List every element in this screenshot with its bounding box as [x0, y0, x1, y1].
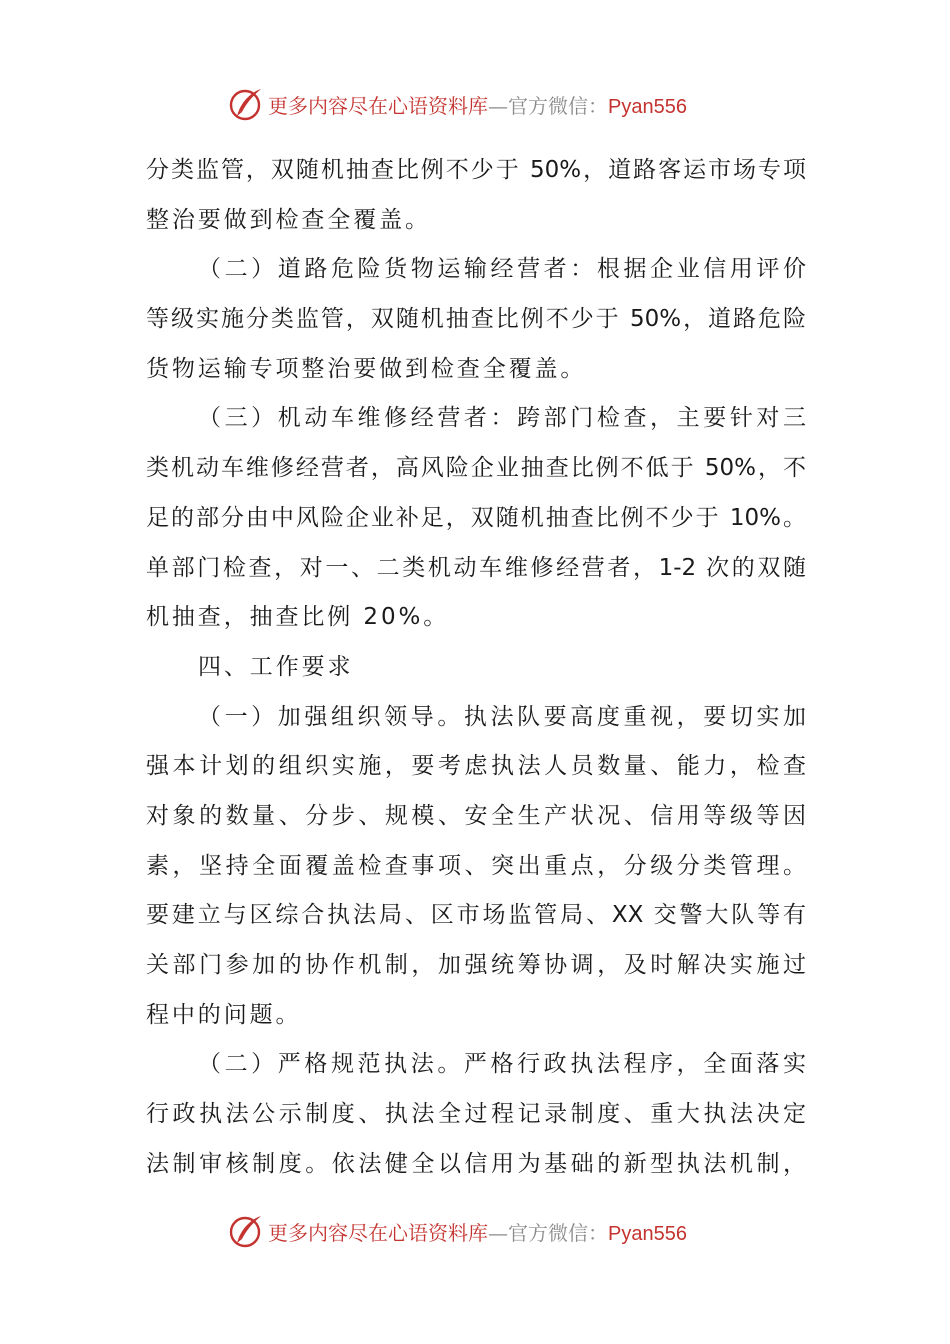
text-line: （二）严格规范执法。严格行政执法程序，全面落实 [198, 1051, 806, 1078]
text-line: 货物运输专项整治要做到检查全覆盖。 [146, 355, 587, 382]
text-line: 关部门参加的协作机制，加强统筹协调，及时解决实施过 [146, 952, 806, 978]
text-line: 四、工作要求 [198, 653, 354, 680]
banner-wechat-id: Pyan556 [608, 95, 687, 118]
text-line: （三）机动车维修经营者：跨部门检查，主要针对三 [198, 405, 806, 432]
text-line: 强本计划的组织实施，要考虑执法人员数量、能力，检查 [146, 753, 806, 780]
text-line: 等级实施分类监管，双随机抽查比例不少于 50%，道路危险 [146, 306, 806, 333]
banner-dash: — [488, 1220, 508, 1245]
text-line: 分类监管，双随机抽查比例不少于 50%，道路客运市场专项 [146, 157, 806, 183]
banner-main-text: 更多内容尽在心语资料库 [268, 1220, 488, 1245]
text-line: 要建立与区综合执法局、区市场监管局、XX 交警大队等有 [146, 902, 806, 929]
text-line: 对象的数量、分步、规模、安全生产状况、信用等级等因 [146, 802, 806, 829]
text-line: 整治要做到检查全覆盖。 [146, 206, 431, 233]
banner-wechat-label: 官方微信： [508, 93, 608, 118]
text-line: 足的部分由中风险企业补足，双随机抽查比例不少于 10%。 [146, 504, 806, 531]
banner-main-text: 更多内容尽在心语资料库 [268, 93, 488, 118]
header-watermark-banner [228, 84, 687, 124]
quill-pen-logo-icon [228, 86, 264, 122]
text-line: 素，坚持全面覆盖检查事项、突出重点，分级分类管理。 [146, 852, 806, 879]
banner-wechat-label: 官方微信： [508, 1220, 608, 1245]
document-body [146, 146, 806, 1189]
text-line: 程中的问题。 [146, 1001, 302, 1028]
banner-wechat-id: Pyan556 [608, 1222, 687, 1245]
text-line: 机抽查，抽查比例 20%。 [146, 604, 450, 631]
banner-text [268, 90, 687, 119]
text-line: 法制审核制度。依法健全以信用为基础的新型执法机制， [146, 1150, 806, 1177]
banner-text [268, 1217, 687, 1246]
text-line: （一）加强组织领导。执法队要高度重视，要切实加 [198, 703, 806, 730]
banner-dash: — [488, 93, 508, 118]
text-line: 单部门检查，对一、二类机动车维修经营者，1-2 次的双随 [146, 554, 806, 581]
footer-watermark-banner [228, 1211, 687, 1251]
quill-pen-logo-icon [228, 1213, 264, 1249]
text-line: 类机动车维修经营者，高风险企业抽查比例不低于 50%，不 [146, 455, 806, 482]
text-line: （二）道路危险货物运输经营者：根据企业信用评价 [198, 256, 806, 283]
text-line: 行政执法公示制度、执法全过程记录制度、重大执法决定 [146, 1101, 806, 1128]
